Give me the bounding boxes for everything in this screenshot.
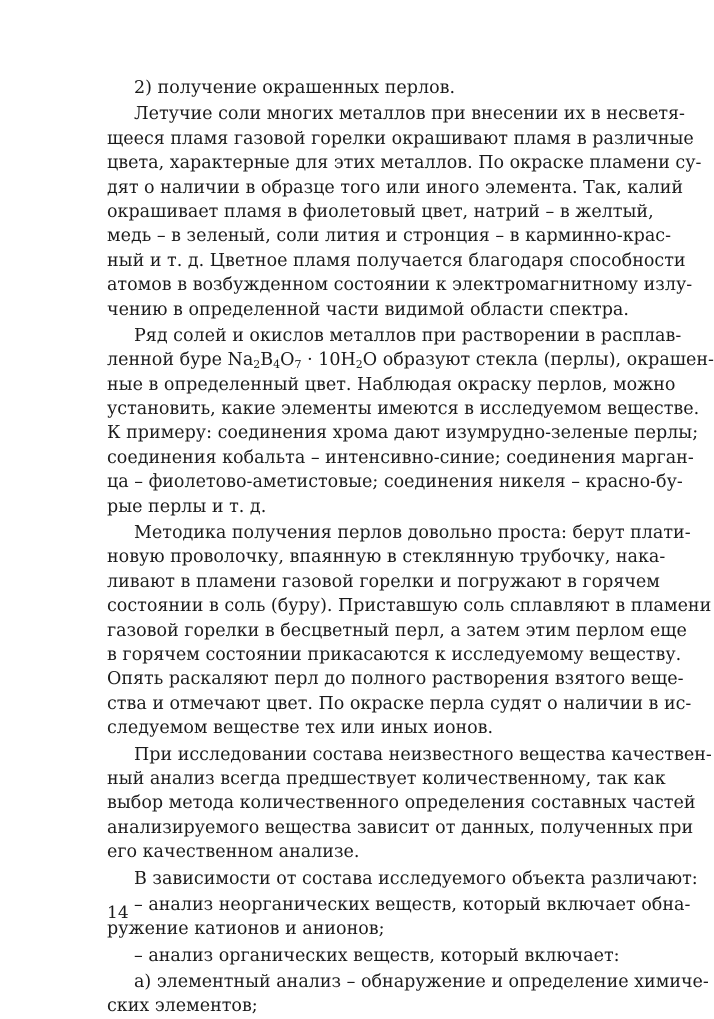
text-line: ства и отмечают цвет. По окраске перла судят о наличии в ис- [107,693,692,714]
text-line: окрашивает пламя в фиолетовый цвет, натрий – в желтый, [107,201,654,222]
text-line: – анализ неорганических веществ, который включает обна- [134,894,691,915]
text-line: Методика получения перлов довольно проста: берут плати- [134,523,691,544]
paragraph-6 [107,867,698,891]
text-line: В зависимости от состава исследуемого объекта различают: [134,868,698,889]
text-line: выбор метода количественного определения составных частей [107,793,696,814]
text-line: щееся пламя газовой горелки окрашивают пламя в различные [107,128,694,149]
text-line: При исследовании состава неизвестного вещества качествен- [134,744,712,765]
text-line: его качественном анализе. [107,842,360,863]
text-line: атомов в возбужденном состоянии к электромагнитному излу- [107,275,693,296]
text-line: состоянии в соль (буру). Приставшую соль сплавляют в пламени [107,596,712,617]
text-line: рые перлы и т. д. [107,496,267,517]
paragraph-3 [107,324,714,519]
paragraph-4 [107,521,712,741]
text-line: цвета, характерные для этих металлов. По окраске пламени су- [107,153,702,174]
text-line: новую проволочку, впаянную в стеклянную трубочку, нака- [107,547,666,568]
text-line: Опять раскаляют перл до полного растворения взятого веще- [107,669,684,690]
text-line: – анализ органических веществ, который включает: [134,945,620,966]
text-line: К примеру: соединения хрома дают изумрудно-зеленые перлы; [107,423,699,444]
borax-formula: $Na_2B_4O_7 \cdot 10H_2O$ [227,350,378,372]
text-line: чению в определенной части видимой области спектра. [107,299,629,320]
list-item-elemental [107,970,709,1019]
text-line: анализируемого вещества зависит от данных, полученных при [107,817,694,838]
text-line: ливают в пламени газовой горелки и погружают в горячем [107,571,660,592]
text-line: ружение катионов и анионов; [107,919,385,940]
body-text [107,76,714,1019]
text-line: газовой горелки в бесцветный перл, а затем этим перлом еще [107,620,687,641]
text-line-with-formula [107,348,714,372]
text-line: в горячем состоянии прикасаются к исследуемому веществу. [107,644,682,665]
text-line: ные в определенный цвет. Наблюдая окраску перлов, можно [107,374,676,395]
text-segment: образуют стекла (перлы), окрашен- [377,350,714,371]
page-number: 14 [107,903,129,923]
text-line: Ряд солей и окислов металлов при растворении в расплав- [134,325,682,346]
paragraph-1 [107,76,645,100]
paragraph-2 [107,102,702,322]
list-item-inorganic [107,893,691,942]
list-item-organic [107,944,645,968]
text-line: ских элементов; [107,996,258,1017]
text-line: ный и т. д. Цветное пламя получается благодаря способности [107,250,686,271]
text-line: 2) получение окрашенных перлов. [134,78,456,98]
text-segment: ленной буре [107,350,228,371]
text-line: ца – фиолетово-аметистовые; соединения никеля – красно-бу- [107,472,683,493]
text-line: установить, какие элементы имеются в исследуемом веществе. [107,399,700,420]
text-line: дят о наличии в образце того или иного элемента. Так, калий [107,177,684,198]
text-line: а) элементный анализ – обнаружение и определение химиче- [134,972,709,993]
text-line: ный анализ всегда предшествует количественному, так как [107,768,666,789]
paragraph-5 [107,743,712,865]
text-line: соединения кобальта – интенсивно-синие; соединения марган- [107,447,694,468]
text-line: Летучие соли многих металлов при внесении их в несветя- [134,104,685,125]
text-line: медь – в зеленый, соли лития и стронция – в карминно-крас- [107,226,671,247]
text-line: следуемом веществе тех или иных ионов. [107,718,494,739]
